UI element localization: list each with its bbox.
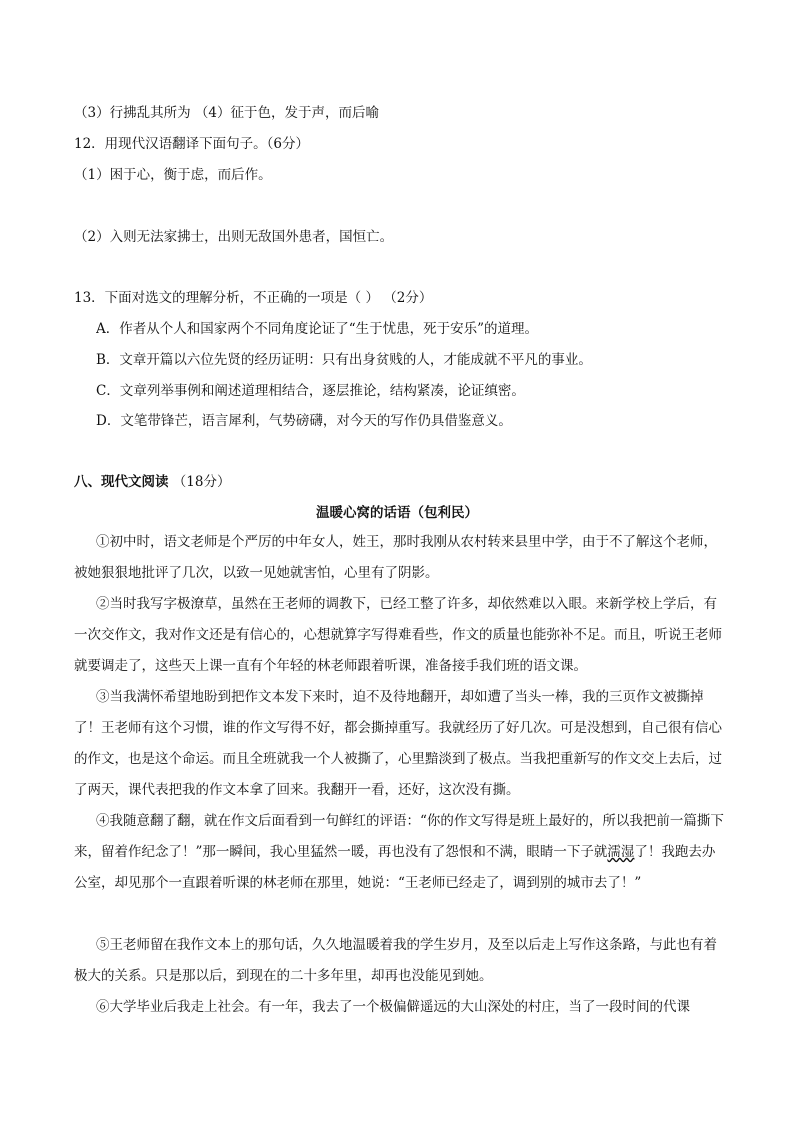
q13-option-a: A．作者从个人和国家两个不同角度论证了“生于忧患，死于安乐”的道理。 [96,321,539,337]
section-score: （18分） [172,474,231,490]
section-heading [74,473,734,491]
q13-option-c: C．文章列举事例和阐述道理相结合，逐层推论，结构紧凑，论证缜密。 [96,383,525,399]
q12-title: 12．用现代汉语翻译下面句子。（6分） [74,136,310,152]
paragraph-3: ③当我满怀希望地盼到把作文本发下来时，迫不及待地翻开，却如遭了当头一棒，我的三页作文被撕掉了！王老师有这个习惯，谁的作文写得不好，都会撕掉重写。我就经历了好几次。可是没想到，自己很有信心的作文，也是这个命运。而且全班就我一个人被撕了，心里黯淡到了极点。当我把重新写的作文交上去后，过了两天，课代表把我的作文本拿了回来。我翻开一看，还好，这次没有撕。 [74,689,722,798]
q13-option-b: B．文章开篇以六位先贤的经历证明：只有出身贫贱的人，才能成就不平凡的事业。 [96,352,592,368]
paragraph-2: ②当时我写字极潦草，虽然在王老师的调教下，已经工整了许多，却依然难以入眼。来新学校上学后，有一次交作文，我对作文还是有信心的，心想就算字写得难看些，作文的质量也能弥补不足。而且，听说王老师就要调走了，这些天上课一直有个年轻的林老师跟着听课，准备接手我们班的语文课。 [74,596,722,674]
paragraph-4-underlined-word: 濡湿 [607,844,635,860]
article-title: 温暖心窝的话语（包利民） [316,505,478,521]
section-heading-text: 八、现代文阅读 [74,474,169,490]
q13-title: 13．下面对选文的理解分析，不正确的一项是（ ） （2分） [74,290,433,306]
q12-sentence-1: （1）困于心，衡于虑，而后作。 [74,167,272,183]
paragraph-6: ⑥大学毕业后我走上社会。有一年，我去了一个极偏僻遥远的大山深处的村庄，当了一段时间的代课 [96,999,690,1015]
paragraph-5: ⑤王老师留在我作文本上的那句话，久久地温暖着我的学生岁月，及至以后走上写作这条路，与此也有着极大的关系。只是那以后，到现在的二十多年里，却再也没能见到她。 [74,937,717,984]
q11-line: （3）行拂乱其所为 （4）征于色，发于声，而后喻 [74,105,379,121]
q12-sentence-2: （2）入则无法家拂士，出则无敌国外患者，国恒亡。 [74,229,394,245]
paragraph-4 [74,806,724,899]
paragraph-1: ①初中时，语文老师是个严厉的中年女人，姓王，那时我刚从农村转来县里中学，由于不了解这个老师，被她狠狠地批评了几次，以致一见她就害怕，心里有了阴影。 [74,534,717,581]
paragraph-4-part-2: 了！我跑去办公室，却见那个一直跟着听课的林老师在那里，她说：“王老师已经走了，调到别的城市去了！” [74,844,716,891]
paragraph-4-part-1: ④我随意翻了翻，就在作文后面看到一句鲜红的评语：“你的作文写得是班上最好的，所以我把前一篇撕下来，留着作纪念了！”那一瞬间，我心里猛然一暖，再也没有了怨恨和不满，眼睛一下子就 [74,813,724,860]
q13-option-d: D．文笔带锋芒，语言犀利，气势磅礴，对今天的写作仍具借鉴意义。 [96,413,512,429]
